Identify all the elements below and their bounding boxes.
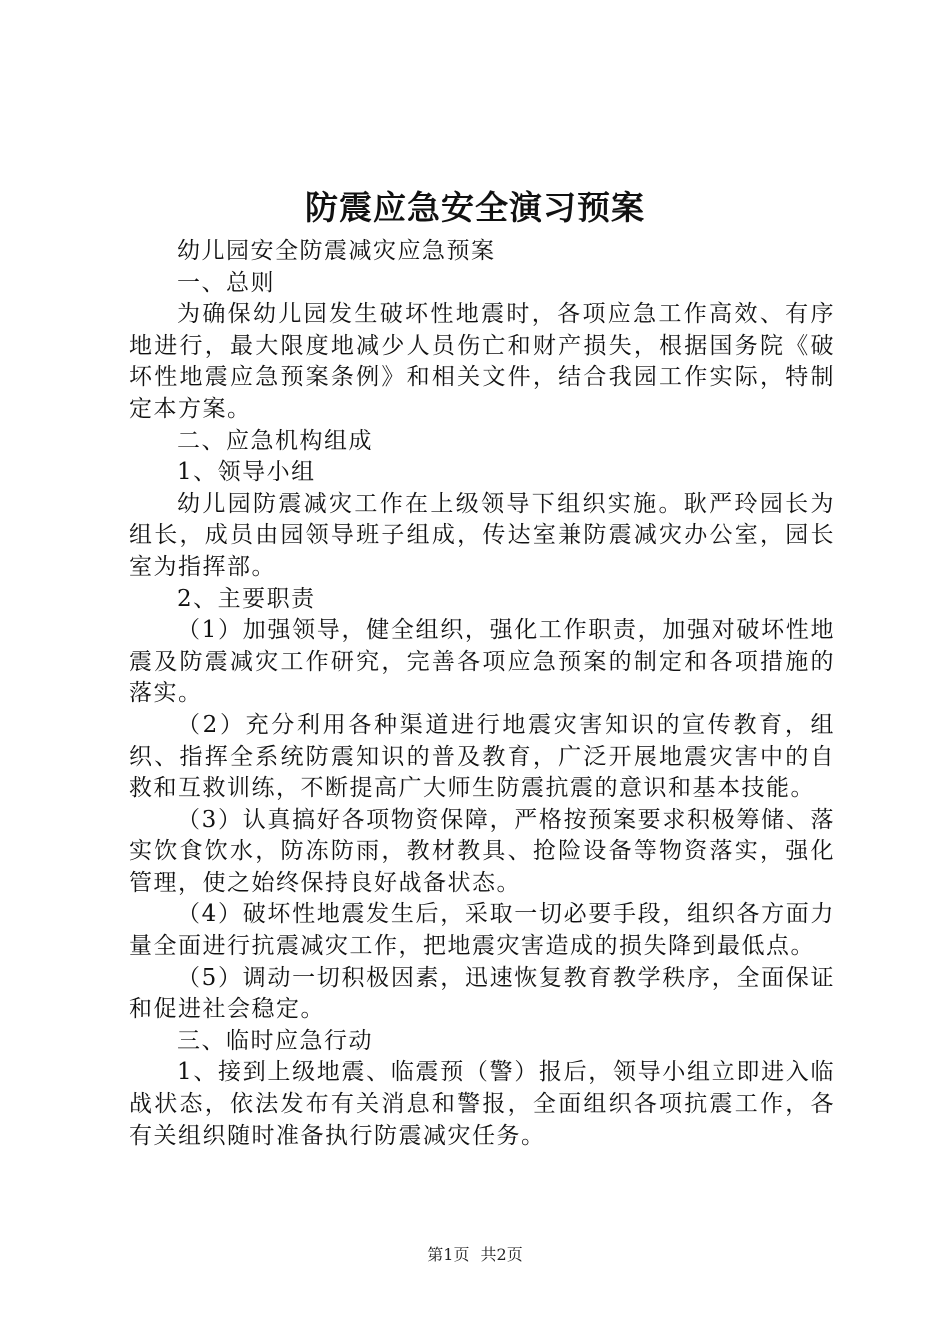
subsection-heading-leadership: 1、领导小组 <box>177 459 316 486</box>
paragraph-general: 为确保幼儿园发生破坏性地震时，各项应急工作高效、有序地进行，最大限度地减少人员伤亡和财产损失，根据国务院《破坏性地震应急预案条例》和相关文件，结合我园工作实际，特制定本方案。 <box>129 301 835 422</box>
paragraph-emergency-action-1: 1、接到上级地震、临震预（警）报后，领导小组立即进入临战状态，依法发布有关消息和警报，全面组织各项抗震工作，各有关组织随时准备执行防震减灾任务。 <box>129 1059 835 1149</box>
page-total: 共2页 <box>480 1245 523 1264</box>
paragraph-duty-4: （4）破坏性地震发生后，采取一切必要手段，组织各方面力量全面进行抗震减灾工作，把地震灾害造成的损失降到最低点。 <box>129 901 835 960</box>
paragraph-duty-3: （3）认真搞好各项物资保障，严格按预案要求积极筹储、落实饮食饮水，防冻防雨，教材教具、抢险设备等物资落实，强化管理，使之始终保持良好战备状态。 <box>129 806 835 896</box>
paragraph-duty-5: （5）调动一切积极因素，迅速恢复教育教学秩序，全面保证和促进社会稳定。 <box>129 964 835 1023</box>
paragraph-duty-2: （2）充分利用各种渠道进行地震灾害知识的宣传教育，组织、指挥全系统防震知识的普及教育，广泛开展地震灾害中的自救和互救训练，不断提高广大师生防震抗震的意识和基本技能。 <box>129 711 835 802</box>
document-body <box>129 236 835 1152</box>
paragraph-leadership: 幼儿园防震减灾工作在上级领导下组织实施。耿严玲园长为组长，成员由园领导班子组成，传达室兼防震减灾办公室，园长室为指挥部。 <box>129 490 835 580</box>
page-number: 第1页 <box>427 1245 470 1264</box>
page-footer <box>0 1244 950 1266</box>
paragraph-duty-1: （1）加强领导，健全组织，强化工作职责，加强对破坏性地震及防震减灾工作研究，完善各项应急预案的制定和各项措施的落实。 <box>129 617 835 707</box>
section-heading-general: 一、总则 <box>177 269 275 296</box>
subsection-heading-duties: 2、主要职责 <box>177 585 316 612</box>
section-heading-emergency-action: 三、临时应急行动 <box>177 1027 373 1054</box>
document-title: 防震应急安全演习预案 <box>305 188 645 227</box>
paragraph-subtitle: 幼儿园安全防震减灾应急预案 <box>177 238 496 264</box>
section-heading-organization: 二、应急机构组成 <box>177 427 373 454</box>
